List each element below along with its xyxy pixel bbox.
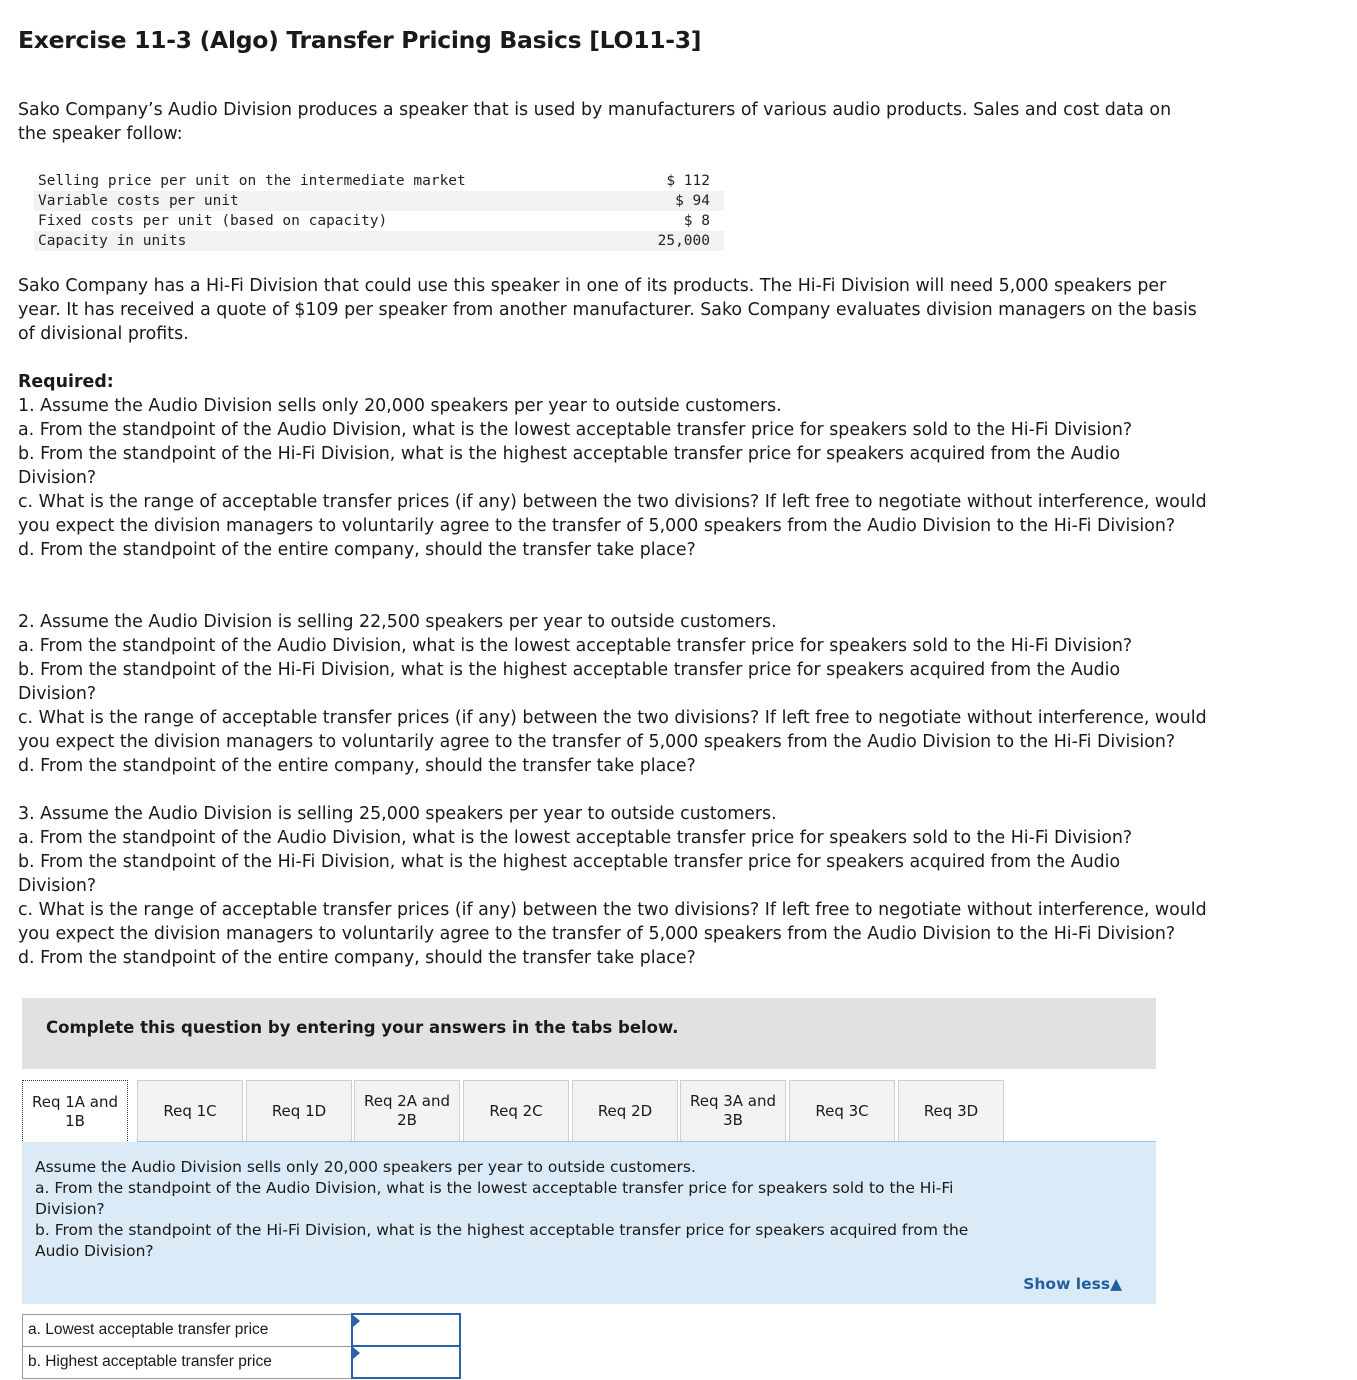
- input-marker-icon: [353, 1347, 360, 1359]
- cost-value: $ 94: [652, 191, 724, 211]
- intro-line: the speaker follow:: [18, 124, 183, 144]
- req-line: a. From the standpoint of the Audio Division, what is the lowest acceptable transfer price for speakers sold to the Hi-Fi Division?: [18, 636, 1133, 656]
- intro-line: Sako Company’s Audio Division produces a speaker that is used by manufacturers of various audio products. Sales and cost data on: [18, 100, 1172, 120]
- answer-label: b. Highest acceptable transfer price: [23, 1346, 352, 1378]
- panel-line: Audio Division?: [35, 1242, 154, 1260]
- show-less-link[interactable]: Show less▲: [1023, 1275, 1122, 1293]
- requirement-1: [18, 370, 1278, 562]
- cost-label: Capacity in units: [34, 231, 652, 251]
- cost-label: Selling price per unit on the intermediate market: [38, 173, 466, 189]
- tab-req-1d[interactable]: Req 1D: [246, 1080, 352, 1142]
- table-row: [23, 1346, 460, 1378]
- requirement-2: [18, 610, 1278, 778]
- answer-table: [22, 1313, 461, 1379]
- cost-data-table: [34, 171, 724, 251]
- req-line: 2. Assume the Audio Division is selling 22,500 speakers per year to outside customers.: [18, 612, 777, 632]
- req-line: b. From the standpoint of the Hi-Fi Division, what is the highest acceptable transfer price for speakers acquired from the Audio: [18, 444, 1121, 464]
- intro-paragraph: [18, 98, 1278, 146]
- req-line: a. From the standpoint of the Audio Division, what is the lowest acceptable transfer price for speakers sold to the Hi-Fi Division?: [18, 828, 1133, 848]
- req-line: 1. Assume the Audio Division sells only 20,000 speakers per year to outside customers.: [18, 396, 782, 416]
- highest-transfer-price-input[interactable]: [353, 1348, 459, 1376]
- req-line: 3. Assume the Audio Division is selling 25,000 speakers per year to outside customers.: [18, 804, 777, 824]
- page-title: Exercise 11-3 (Algo) Transfer Pricing Basics [LO11-3]: [18, 26, 702, 54]
- req-line: c. What is the range of acceptable transfer prices (if any) between the two divisions? If left free to negotiate without interference, would: [18, 708, 1207, 728]
- answer-label: a. Lowest acceptable transfer price: [23, 1314, 352, 1346]
- table-row: [34, 191, 724, 211]
- tab-req-1a-1b[interactable]: Req 1A and 1B: [22, 1080, 128, 1143]
- lowest-transfer-price-input[interactable]: [353, 1316, 459, 1344]
- tab-req-2a-2b[interactable]: Req 2A and 2B: [354, 1080, 460, 1142]
- instructions-box: [22, 998, 1156, 1069]
- req-line: you expect the division managers to voluntarily agree to the transfer of 5,000 speakers from the Audio Division to the Hi-Fi Division?: [18, 732, 1176, 752]
- cost-value: $ 112: [666, 173, 710, 189]
- tab-req-2c[interactable]: Req 2C: [463, 1080, 569, 1142]
- hifi-line: of divisional profits.: [18, 324, 189, 344]
- panel-line: b. From the standpoint of the Hi-Fi Division, what is the highest acceptable transfer price for speakers acquired from the: [35, 1221, 969, 1239]
- req-line: a. From the standpoint of the Audio Division, what is the lowest acceptable transfer price for speakers sold to the Hi-Fi Division?: [18, 420, 1133, 440]
- req-line: b. From the standpoint of the Hi-Fi Division, what is the highest acceptable transfer price for speakers acquired from the Audio: [18, 660, 1121, 680]
- tab-panel: [22, 1142, 1156, 1304]
- input-marker-icon: [353, 1315, 360, 1327]
- req-line: d. From the standpoint of the entire company, should the transfer take place?: [18, 756, 696, 776]
- answer-cell: [352, 1314, 460, 1346]
- cost-value: $ 8: [683, 213, 710, 229]
- answer-cell: [352, 1346, 460, 1378]
- req-line: Division?: [18, 876, 97, 896]
- hifi-line: year. It has received a quote of $109 per speaker from another manufacturer. Sako Company evaluates division managers on the basis: [18, 300, 1197, 320]
- req-line: b. From the standpoint of the Hi-Fi Division, what is the highest acceptable transfer price for speakers acquired from the Audio: [18, 852, 1121, 872]
- table-row: [34, 211, 724, 231]
- required-heading: Required:: [18, 372, 114, 392]
- panel-text: [35, 1157, 1125, 1262]
- tab-req-3d[interactable]: Req 3D: [898, 1080, 1004, 1142]
- cost-value: 25,000: [652, 231, 724, 251]
- instructions-text: Complete this question by entering your answers in the tabs below.: [46, 1018, 679, 1037]
- cost-label: Fixed costs per unit (based on capacity): [38, 213, 388, 229]
- req-line: you expect the division managers to voluntarily agree to the transfer of 5,000 speakers from the Audio Division to the Hi-Fi Division?: [18, 516, 1176, 536]
- req-line: Division?: [18, 468, 97, 488]
- hifi-line: Sako Company has a Hi-Fi Division that could use this speaker in one of its products. The Hi-Fi Division will need 5,000 speakers per: [18, 276, 1167, 296]
- requirement-3: [18, 802, 1278, 970]
- req-line: c. What is the range of acceptable transfer prices (if any) between the two divisions? If left free to negotiate without interference, would: [18, 900, 1207, 920]
- tab-req-3a-3b[interactable]: Req 3A and 3B: [680, 1080, 786, 1142]
- panel-line: a. From the standpoint of the Audio Division, what is the lowest acceptable transfer price for speakers sold to the Hi-Fi: [35, 1179, 954, 1197]
- req-line: d. From the standpoint of the entire company, should the transfer take place?: [18, 540, 696, 560]
- panel-line: Assume the Audio Division sells only 20,000 speakers per year to outside customers.: [35, 1158, 696, 1176]
- req-line: d. From the standpoint of the entire company, should the transfer take place?: [18, 948, 696, 968]
- req-line: Division?: [18, 684, 97, 704]
- cost-label: Variable costs per unit: [34, 191, 652, 211]
- table-row: [34, 231, 724, 251]
- req-line: you expect the division managers to voluntarily agree to the transfer of 5,000 speakers from the Audio Division to the Hi-Fi Division?: [18, 924, 1176, 944]
- req-line: c. What is the range of acceptable transfer prices (if any) between the two divisions? If left free to negotiate without interference, would: [18, 492, 1207, 512]
- panel-line: Division?: [35, 1200, 105, 1218]
- table-row: [34, 171, 724, 191]
- tab-req-3c[interactable]: Req 3C: [789, 1080, 895, 1142]
- tab-req-2d[interactable]: Req 2D: [572, 1080, 678, 1142]
- hifi-paragraph: [18, 274, 1278, 346]
- tab-req-1c[interactable]: Req 1C: [137, 1080, 243, 1142]
- table-row: [23, 1314, 460, 1346]
